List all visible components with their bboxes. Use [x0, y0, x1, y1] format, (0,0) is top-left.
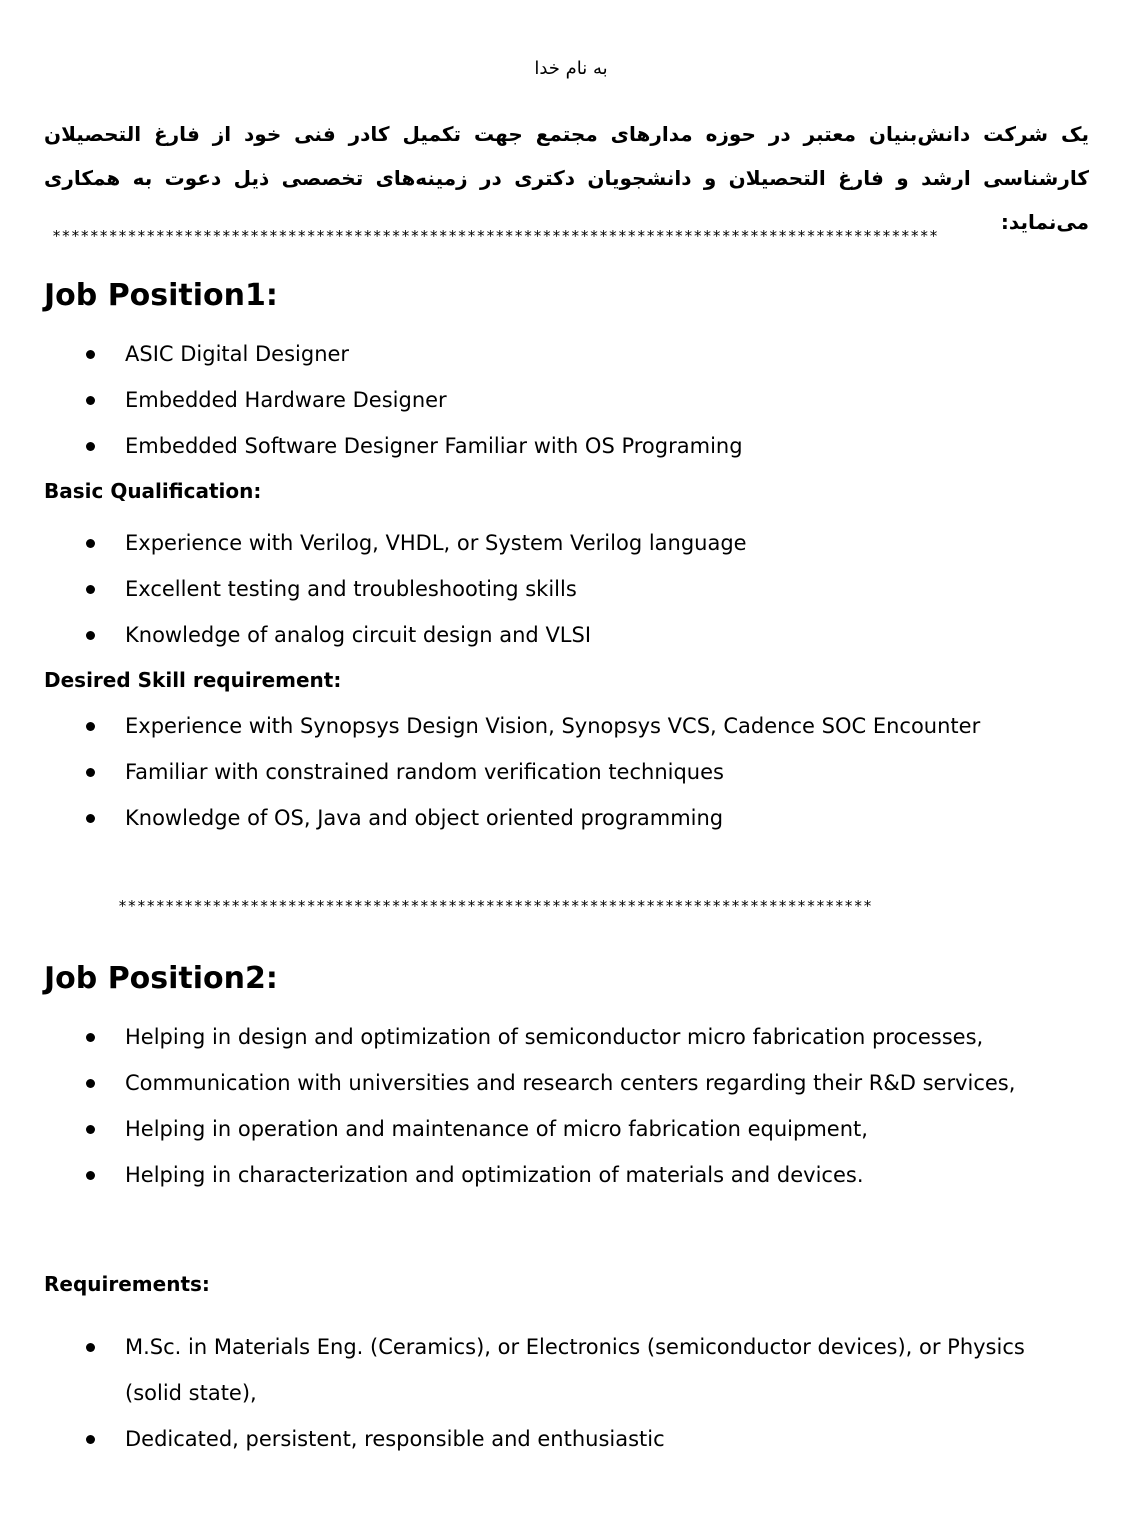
- bullet-icon: [86, 585, 95, 594]
- basic-qualification-list: [0, 520, 1142, 658]
- list-item-text: Helping in design and optimization of semiconductor micro fabrication processes,: [125, 1025, 984, 1049]
- list-item-text: Knowledge of OS, Java and object oriented programming: [125, 806, 724, 830]
- list-item: [0, 331, 1142, 377]
- list-item: [0, 1014, 1142, 1060]
- list-item: [0, 795, 1142, 841]
- list-item-text: Excellent testing and troubleshooting skills: [125, 577, 577, 601]
- list-item-text: Embedded Software Designer Familiar with OS Programing: [125, 434, 743, 458]
- bullet-icon: [86, 350, 95, 359]
- basmala: به نام خدا: [534, 58, 608, 79]
- bullet-icon: [86, 1343, 95, 1352]
- list-item: [0, 377, 1142, 423]
- list-item: [0, 1060, 1142, 1106]
- list-item: [0, 703, 1142, 749]
- list-item: [0, 566, 1142, 612]
- list-item: [0, 749, 1142, 795]
- list-item-text: Helping in characterization and optimization of materials and devices.: [125, 1163, 864, 1187]
- bullet-icon: [86, 1435, 95, 1444]
- position-2-duties-list: [0, 1014, 1142, 1198]
- list-item-text: Helping in operation and maintenance of micro fabrication equipment,: [125, 1117, 868, 1141]
- desired-skills-list: [0, 703, 1142, 841]
- requirements-list: [0, 1324, 1142, 1462]
- job-position-2-title: Job Position2:: [44, 961, 278, 996]
- list-item-text: Experience with Synopsys Design Vision, Synopsys VCS, Cadence SOC Encounter: [125, 714, 981, 738]
- bullet-icon: [86, 396, 95, 405]
- bullet-icon: [86, 1033, 95, 1042]
- job-position-1-title: Job Position1:: [44, 278, 278, 313]
- separator-stars: **********************************************************************************************: [52, 227, 939, 245]
- separator-stars: ********************************************************************************: [118, 897, 873, 915]
- bullet-icon: [86, 768, 95, 777]
- intro-paragraph: یک شرکت دانش‌بنیان معتبر در حوزه مدارهای مجتمع جهت تکمیل کادر فنی خود از فارغ التحصیلان کارشناسی ارشد و فارغ التحصیلان و دانشجویان دکتری در زمینه‌های تخصصی ذیل دعوت به همکاری می‌نماید:: [44, 122, 1089, 234]
- list-item-text: Knowledge of analog circuit design and VLSI: [125, 623, 592, 647]
- list-item-text: ASIC Digital Designer: [125, 342, 350, 366]
- list-item: [0, 520, 1142, 566]
- bullet-icon: [86, 631, 95, 640]
- list-item-text: Experience with Verilog, VHDL, or System Verilog language: [125, 531, 747, 555]
- bullet-icon: [86, 722, 95, 731]
- list-item: [0, 612, 1142, 658]
- bullet-icon: [86, 1171, 95, 1180]
- list-item-text: Communication with universities and research centers regarding their R&D services,: [125, 1071, 1016, 1095]
- bullet-icon: [86, 539, 95, 548]
- position-1-roles-list: [0, 331, 1142, 469]
- desired-skills-title: Desired Skill requirement:: [44, 668, 342, 692]
- list-item: [0, 1152, 1142, 1198]
- bullet-icon: [86, 814, 95, 823]
- list-item: [0, 1324, 1142, 1416]
- bullet-icon: [86, 442, 95, 451]
- list-item-text: M.Sc. in Materials Eng. (Ceramics), or Electronics (semiconductor devices), or Physics (solid state),: [125, 1335, 1025, 1405]
- bullet-icon: [86, 1125, 95, 1134]
- list-item: [0, 1106, 1142, 1152]
- list-item-text: Dedicated, persistent, responsible and enthusiastic: [125, 1427, 665, 1451]
- basic-qualification-title: Basic Qualification:: [44, 479, 262, 503]
- list-item-text: Familiar with constrained random verification techniques: [125, 760, 724, 784]
- list-item: [0, 423, 1142, 469]
- bullet-icon: [86, 1079, 95, 1088]
- list-item: [0, 1416, 1142, 1462]
- requirements-title: Requirements:: [44, 1272, 210, 1296]
- list-item-text: Embedded Hardware Designer: [125, 388, 447, 412]
